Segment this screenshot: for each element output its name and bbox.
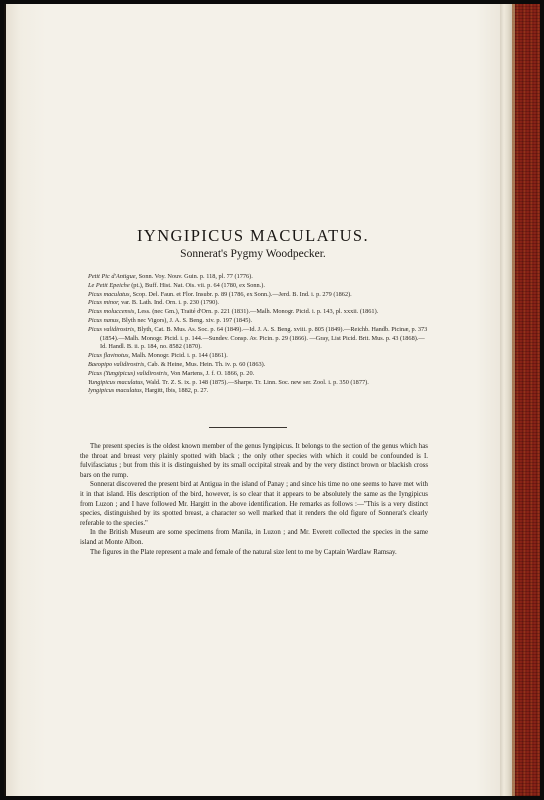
- synonym-name: Picus nanus,: [88, 316, 121, 324]
- synonym-name: Picus minor,: [88, 299, 120, 307]
- synonym-entry: [88, 361, 428, 370]
- description-text: [80, 442, 428, 557]
- common-name: Sonnerat's Pygmy Woodpecker.: [180, 248, 326, 260]
- synonym-name: Le Petit Epeiche: [88, 281, 130, 289]
- gilt-edge: [512, 4, 515, 796]
- synonym-name: Picus validirostris,: [88, 325, 136, 333]
- synonym-entry: [88, 282, 428, 291]
- paragraph: The present species is the oldest known member of the genus Iyngipicus. It belongs to the section of the genus which has the throat and breast very plainly spotted with black ; the only other species with which it could be confounded is I. fulvifasciatus ; but from this it is distinguished by its small occipital streak and by the very distinct brown or blackish cross bars on the rump.: [80, 443, 428, 479]
- species-title: IYNGIPICUS MACULATUS.: [136, 226, 369, 245]
- synonymy-list: [88, 273, 428, 396]
- paragraph: The figures in the Plate represent a male and female of the natural size lent to me by Captain Wardlaw Ramsay.: [90, 548, 397, 556]
- synonym-reference: Sonn. Voy. Nouv. Guin. p. 118, pl. 77 (1776).: [138, 273, 253, 280]
- paragraph: Sonnerat discovered the present bird at Antigua in the island of Panay ; and since his time no one seems to have met with it in that island. His description of the bird, however, is so clear that it appears to be absolutely the same as the Iyngipicus from Luzon ; and I have followed Mr. Hargitt in the above identification. He remarks as follows :—"This is a very distinct species, distinguished by its spotted breast, a character so well marked that it renders the old figure of Sonnerat's clearly referable to the species.": [80, 481, 428, 527]
- synonym-reference: Blyth nec Vigors), J. A. S. Beng. xiv. p. 197 (1845).: [121, 316, 253, 324]
- synonym-reference: Less. (nec Gm.), Traité d'Orn. p. 221 (1831).—Malh. Monogr. Picid. i. p. 143, pl. xxxii. (1861).: [137, 308, 379, 316]
- synonym-entry: [88, 308, 428, 317]
- section-divider: [209, 427, 287, 428]
- synonym-name: Petit Pic d'Antigue,: [88, 273, 138, 280]
- book: [4, 4, 540, 796]
- synonym-entry: [88, 387, 428, 396]
- synonym-reference: (pt.), Buff. Hist. Nat. Ois. vii. p. 64 (1780, ex Sonn.).: [131, 281, 265, 289]
- synonym-entry: [88, 317, 428, 326]
- synonym-entry: [88, 352, 428, 361]
- synonym-reference: Blyth, Cat. B. Mus. As. Soc. p. 64 (1849).—Id. J. A. S. Beng. xviii. p. 805 (1849).—Reichb. Handb. Picinæ, p. 373 (1854).—Malh. Monogr. Picid. i. p. 144.—Sundev. Consp. Av. Picin. p. 29 (1866). —Gray, List Picid. Brit. Mus. p. 43 (1868).—Id. Handl. B. ii. p. 184, no. 8582 (1870).: [100, 325, 428, 351]
- synonym-name: Picus moluccensis,: [88, 308, 136, 316]
- synonym-reference: Wald. Tr. Z. S. ix. p. 148 (1875).—Sharpe. Tr. Linn. Soc. new ser. Zool. i. p. 350 (1877).: [145, 378, 369, 386]
- synonym-entry: [88, 379, 428, 388]
- marbled-page-edges: [512, 4, 540, 796]
- synonym-reference: var. B. Lath. Ind. Orn. i. p. 230 (1790).: [121, 299, 219, 307]
- synonym-name: Baeopipo validirostris,: [88, 360, 146, 368]
- synonym-entry: [88, 299, 428, 308]
- synonym-reference: Malh. Monogr. Picid. i. p. 144 (1861).: [131, 352, 228, 360]
- synonym-name: Picus flavinotus,: [88, 352, 130, 360]
- page-gutter: [500, 4, 512, 796]
- synonym-name: Picus (Yungipicus) validirostris,: [88, 369, 169, 377]
- paragraph: In the British Museum are some specimens from Manila, in Luzon ; and Mr. Everett collected the species in the same island at Monte Albon.: [80, 529, 428, 546]
- synonym-entry: [88, 370, 428, 379]
- synonym-reference: Cab. & Heine, Mus. Hein. Th. iv. p. 60 (1863).: [147, 360, 266, 368]
- synonym-name: Yungipicus maculatus,: [88, 378, 145, 386]
- synonym-reference: Scop. Del. Faun. et Flor. Insubr. p. 89 (1786, ex Sonn.).—Jerd. B. Ind. i. p. 279 (1862).: [132, 290, 352, 298]
- synonym-entry: [88, 291, 428, 300]
- synonym-name: Picus maculatus,: [88, 290, 132, 298]
- synonym-entry: [88, 273, 428, 282]
- synonym-entry: [88, 326, 428, 352]
- synonym-name: Iyngipicus maculatus,: [88, 387, 144, 395]
- synonym-reference: Hargitt, Ibis, 1882, p. 27.: [144, 387, 209, 395]
- page: [6, 4, 500, 796]
- synonym-reference: Von Martens, J. f. O. 1866, p. 20.: [170, 369, 255, 377]
